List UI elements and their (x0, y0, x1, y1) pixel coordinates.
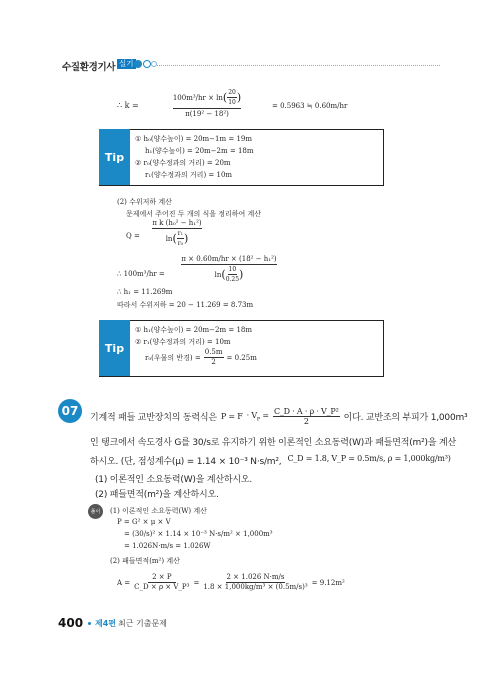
sol2-result: = 9.12m² (311, 578, 345, 587)
problem-line-2: 인 탱크에서 속도경사 G를 30/s로 유지하기 위한 이론적인 소요동력(W)과 패들면적(m²)을 계산 (90, 438, 456, 448)
page-number: 400 (58, 616, 84, 630)
sol2-f2-den: 1.8 × 1,000kg/m³ × (0.5m/s)³ (203, 583, 308, 591)
header-divider (157, 65, 440, 66)
sol2-f2-num: 2 × 1.026 N·m/s (226, 573, 285, 581)
q-numerator: π k (h₀² − h₁²) (152, 219, 202, 227)
problem-line1-a: 기계적 패들 교반장치의 동력식은 (90, 413, 217, 423)
tip2-lines (135, 324, 252, 348)
q-den-ln: ln (165, 234, 173, 243)
eq2-den-bot: 0.25 (225, 276, 240, 283)
q-lhs: Q = (126, 232, 140, 240)
eq2-fraction (174, 255, 284, 284)
power-num: C_D · A · ρ · V_P² (273, 407, 339, 416)
tip1-line-4: r₁(양수정과의 거리) = 10m (145, 171, 233, 179)
k-ln-frac (227, 88, 237, 107)
tip-label-1: Tip (99, 129, 130, 185)
problem-line3-a: 하시오. (단, 점성계수(μ) = 1.14 × 10⁻³ N·s/m², (90, 457, 282, 467)
sol2-f1-den: C_D × ρ × V_P³ (134, 583, 190, 591)
k-ln-top: 20 (228, 89, 236, 96)
tip2-r0-den: 2 (211, 358, 216, 366)
header-dot-small (151, 61, 157, 67)
header-badge: 실기 (119, 59, 134, 68)
tip2-r0-result: = 0.25m (226, 353, 257, 362)
footer-part: 제4편 (95, 619, 117, 628)
tip2-line-2: ② r₁(양수정과의 거리) = 10m (135, 338, 231, 346)
q-den-bot: r₀ (177, 240, 184, 247)
k-result: = 0.5963 ≒ 0.60m/hr (272, 102, 348, 110)
footer-bullet (88, 622, 91, 625)
part2-desc: 문제에서 주어진 두 개의 식을 정리하여 계산 (126, 210, 262, 218)
sol2-formula: A = $\frac{2 \times P}{\text{C\_D × ρ × V\_P³}}$ = $\frac{2 \times 1.026 N\cdot m/s}{\text{1.8 × 1,000kg/m³ × (0.5m/s)³}}$ = 9.12m² (117, 573, 345, 591)
k-ln-bot: 10 (228, 99, 236, 106)
sol2-f1-num: 2 × P (148, 573, 175, 583)
power-fraction (273, 407, 340, 426)
k-denominator: π(19² − 18²) (185, 110, 229, 118)
tip2-r0-frac (204, 348, 224, 367)
k-num-text: 100m³/hr × ln (172, 93, 223, 102)
h1-line: ∴ h₁ = 11.269m (117, 288, 173, 296)
tip2-line-1: ① h₁(양수높이) = 20m−2m = 18m (135, 326, 253, 334)
header-dot-filled (134, 60, 142, 68)
eq2-lhs: ∴ 100m³/hr = (117, 270, 165, 278)
tip2-r0-lhs: r₀(우물의 반경) = (145, 353, 201, 362)
tip1-line-2: h₁(양수높이) = 20m−2m = 18m (145, 147, 254, 155)
question-1: (1) 이론적인 소요동력(W)을 계산하시오. (95, 475, 253, 485)
problem-line1-formula: P = F (220, 412, 243, 421)
result-line: 따라서 수위저하 = 20 − 11.269 = 8.73m (117, 301, 254, 309)
sol1-line2: = (30/s)² × 1.14 × 10⁻³ N·s/m² × 1,000m³ (124, 530, 273, 538)
sol2-lhs: A = (117, 578, 131, 587)
tip-label-2: Tip (99, 320, 130, 376)
header-dot-outline (143, 60, 151, 68)
k-numerator: 100m³/hr × ln ( $\frac{20}{10}$ ) (173, 88, 241, 109)
sol2-frac-2 (203, 573, 307, 592)
part2-heading: (2) 수위저하 계산 (117, 198, 172, 206)
solution-icon: 풀이 (88, 504, 103, 519)
q-den-frac (177, 229, 184, 248)
k-fraction (146, 88, 268, 118)
problem-line1-b: 이다. 교반조의 부피가 1,000m³ (343, 413, 468, 423)
eq2-den-frac (226, 265, 239, 284)
problem-line-3 (90, 454, 451, 467)
footer-chapter: 최근 기출문제 (118, 619, 167, 628)
power-den: 2 (303, 417, 309, 426)
k-lhs: ∴ k = (117, 101, 139, 110)
eq2-den-ln: ln (214, 270, 222, 279)
sol1-formula: P = G² × μ × V (117, 518, 171, 526)
problem-number: 07 (58, 399, 82, 423)
header-title: 수질환경기사 (62, 62, 116, 73)
tip1-line-1: ① h₀(양수높이) = 20m−1m = 19m (135, 135, 253, 143)
tip2-r0-num: 0.5m (204, 348, 223, 356)
question-2: (2) 패들면적(m²)을 계산하시오. (95, 490, 219, 500)
q-denominator: ln ( $\frac{\text{r₁}}{\text{r₀}}$ ) (165, 230, 189, 247)
q-fraction (146, 219, 208, 248)
eq2-den-top: 10 (228, 266, 237, 273)
sol1-line3: = 1.026N·m/s = 1.026W (124, 542, 211, 550)
sol1-heading: (1) 이론적인 소요동력(W) 계산 (110, 507, 207, 515)
sol2-heading: (2) 패들면적(m²) 계산 (110, 557, 180, 565)
problem-line3-b: C_D = 1.8, V_P = 0.5m/s, ρ = 1,000kg/m³) (287, 454, 451, 463)
q-den-top: r₁ (177, 230, 184, 237)
tip2-r0 (145, 348, 257, 367)
tip1-line-3: ② r₀(양수정과의 거리) = 20m (135, 159, 231, 167)
sol2-frac-1 (134, 573, 189, 592)
eq2-denominator: ln ( $\frac{10}{0.25}$ ) (214, 266, 244, 283)
eq2-numerator: π × 0.60m/hr × (18² − h₁²) (181, 255, 277, 263)
problem-line-1: 기계적 패들 교반장치의 동력식은 P = F · $V_P$ = $\frac{\text{C\_D · A · ρ · V\_P²}}{2}$ 이다. 교반조의 부피가 1,000m³ (90, 407, 468, 426)
tip1-lines (135, 133, 254, 181)
